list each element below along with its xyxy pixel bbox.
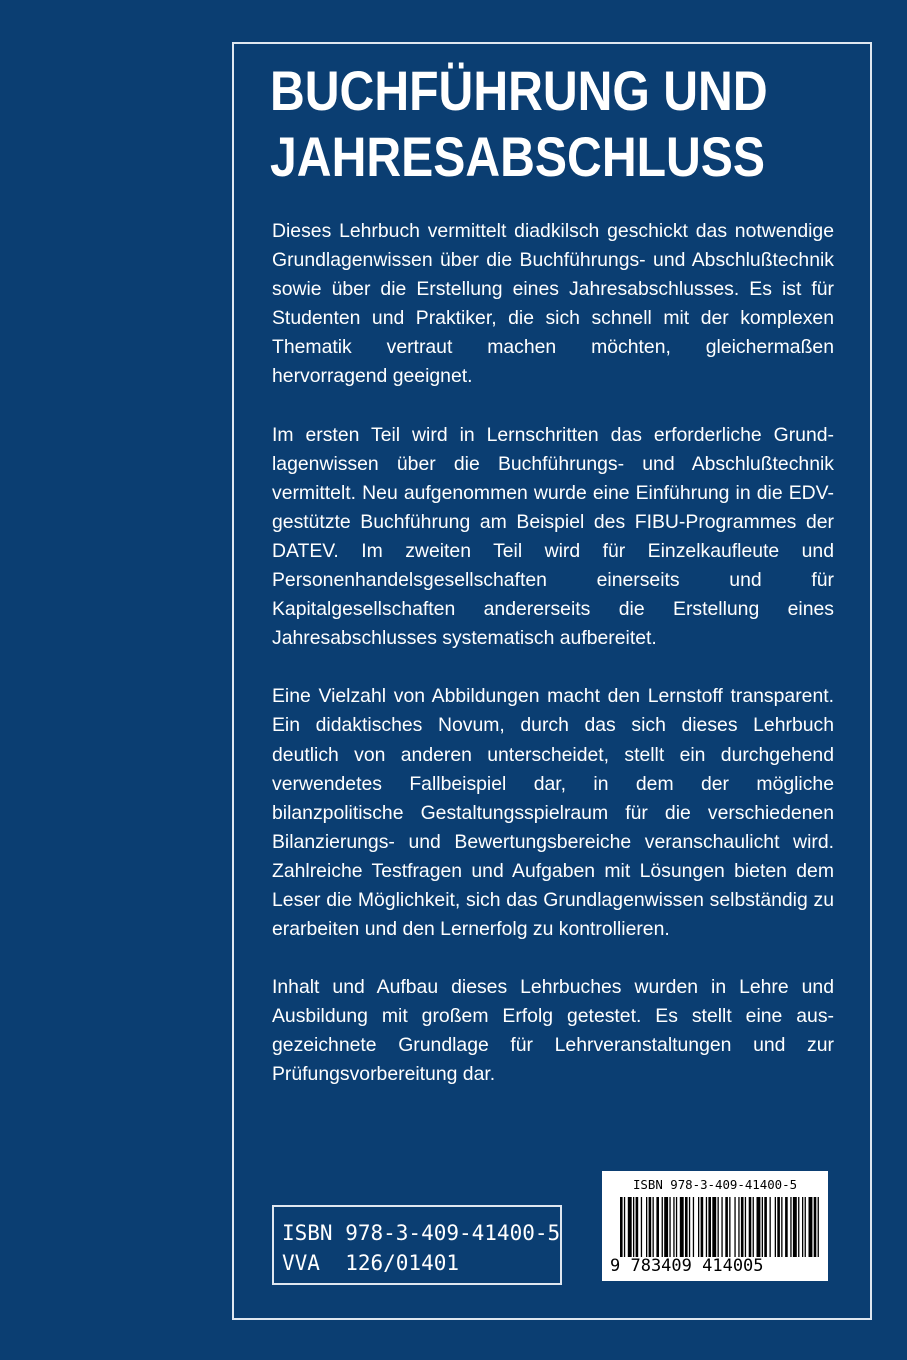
barcode-bar	[729, 1197, 730, 1257]
barcode-bar	[662, 1197, 663, 1257]
barcode-bar	[641, 1197, 642, 1257]
barcode-bar	[633, 1197, 634, 1257]
barcode-bar	[628, 1197, 632, 1257]
barcode-bar	[689, 1197, 690, 1257]
barcode-bar	[777, 1197, 780, 1257]
barcode-bar	[664, 1197, 668, 1257]
barcode-bar	[805, 1197, 806, 1257]
barcode-bar	[785, 1197, 788, 1257]
blurb-paragraph-3: Eine Vielzahl von Abbildungen macht den Lernstoff transparent. Ein didaktisches Novum, durch das sich dieses Lehrbuch deutlich von anderen unterscheidet, stellt ein durchgehend verwendetes Fallbeispiel dar, in dem der mögliche bilanzpolitische Gestaltungsspielraum für die verschiedenen Bilanzierungs- und Bewertungsbereiche veranschaulicht wird. Zahlreiche Testfragen und Aufgaben mit Lösungen bieten dem Leser die Möglichkeit, sich das Grundlagenwissen selbständig zu erarbeiten und den Lernerfolg zu kontrollieren.	[272, 685, 834, 941]
barcode-bar	[809, 1197, 813, 1257]
barcode-bar	[685, 1197, 688, 1257]
blurb-paragraph-1: Dieses Lehrbuch vermittelt diadkilsch geschickt das notwendige Grundlagenwissen über die Buchführungs- und Abschlußtechnik sowie über die Erstellung eines Jahresabschlusses. Es ist für Studenten und Praktiker, die sich schnell mit der komplexen Thematik vertraut machen möchten, gleichermaßen hervorragend geeignet.	[272, 220, 834, 388]
barcode-bar	[706, 1197, 707, 1257]
barcode-bar	[669, 1197, 670, 1257]
barcode-bar	[734, 1197, 735, 1257]
barcode-bar	[725, 1197, 728, 1257]
barcode-bar	[770, 1197, 771, 1257]
barcode-bar	[814, 1197, 817, 1257]
barcode-bar	[802, 1197, 803, 1257]
barcode-bar	[790, 1197, 791, 1257]
barcode-bar	[793, 1197, 797, 1257]
barcode-bar	[693, 1197, 694, 1257]
barcode-bar	[708, 1197, 711, 1257]
barcode-bar	[649, 1197, 652, 1257]
blurb-paragraph-4: Inhalt und Aufbau dieses Lehrbuches wurden in Lehre und Ausbildung mit großem Erfolg getestet. Es stellt eine ausgezeichnete Grundlage für Lehrveranstaltungen und zur Prüfungsvorbereitung dar.	[272, 976, 834, 1086]
barcode-bar	[721, 1197, 722, 1257]
barcode-bar	[798, 1197, 799, 1257]
barcode-bar	[753, 1197, 754, 1257]
barcode-bar	[620, 1197, 623, 1257]
barcode-bar	[718, 1197, 719, 1257]
barcode-bar	[741, 1197, 744, 1257]
book-title	[270, 58, 786, 190]
barcode-isbn-label: ISBN 978-3-409-41400-5	[632, 1177, 798, 1192]
barcode-bar	[745, 1197, 746, 1257]
barcode-digits: 9 783409 414005	[610, 1256, 764, 1276]
barcode-bar	[818, 1197, 819, 1257]
barcode-bar	[762, 1197, 763, 1257]
barcode-bar	[624, 1197, 625, 1257]
barcode-bar	[701, 1197, 704, 1257]
blurb-paragraph-2: Im ersten Teil wird in Lernschritten das erforderliche Grundlagenwissen über die Buchführungs- und Abschlußtechnik vermittelt. Neu aufgenommen wurde eine Einführung in die EDV-gestützte Buchführung am Beispiel des FIBU-Programmes der DATEV. Im zweiten Teil wird für Einzelkaufleute und Personenhandelsgesellschaften einerseits und für Kapitalgesellschaften andererseits die Erstellung eines Jahresabschlusses systematisch aufbereitet.	[272, 423, 834, 650]
title-line-2: JAHRESABSCHLUSS	[270, 125, 766, 188]
barcode-bar	[775, 1197, 776, 1257]
title-line-1: BUCHFÜHRUNG UND	[270, 59, 768, 122]
barcode-bar	[676, 1197, 677, 1257]
isbn-info-box	[272, 1205, 562, 1285]
barcode-bar	[781, 1197, 782, 1257]
vva-number: VVA 126/01401	[282, 1251, 460, 1275]
barcode-bar	[680, 1197, 684, 1257]
barcode-bar	[698, 1197, 699, 1257]
barcode-bar	[636, 1197, 639, 1257]
barcode-bar	[653, 1197, 654, 1257]
barcode-bar	[749, 1197, 752, 1257]
isbn-number: ISBN 978-3-409-41400-5	[282, 1221, 561, 1245]
barcode-bar	[738, 1197, 739, 1257]
barcode-bar	[646, 1197, 647, 1257]
barcode-bar	[712, 1197, 716, 1257]
blurb	[272, 217, 834, 1119]
barcode-bar	[656, 1197, 659, 1257]
barcode-bar	[764, 1197, 767, 1257]
barcode-bar	[757, 1197, 761, 1257]
barcode-box	[602, 1171, 828, 1281]
barcode-bar	[673, 1197, 674, 1257]
